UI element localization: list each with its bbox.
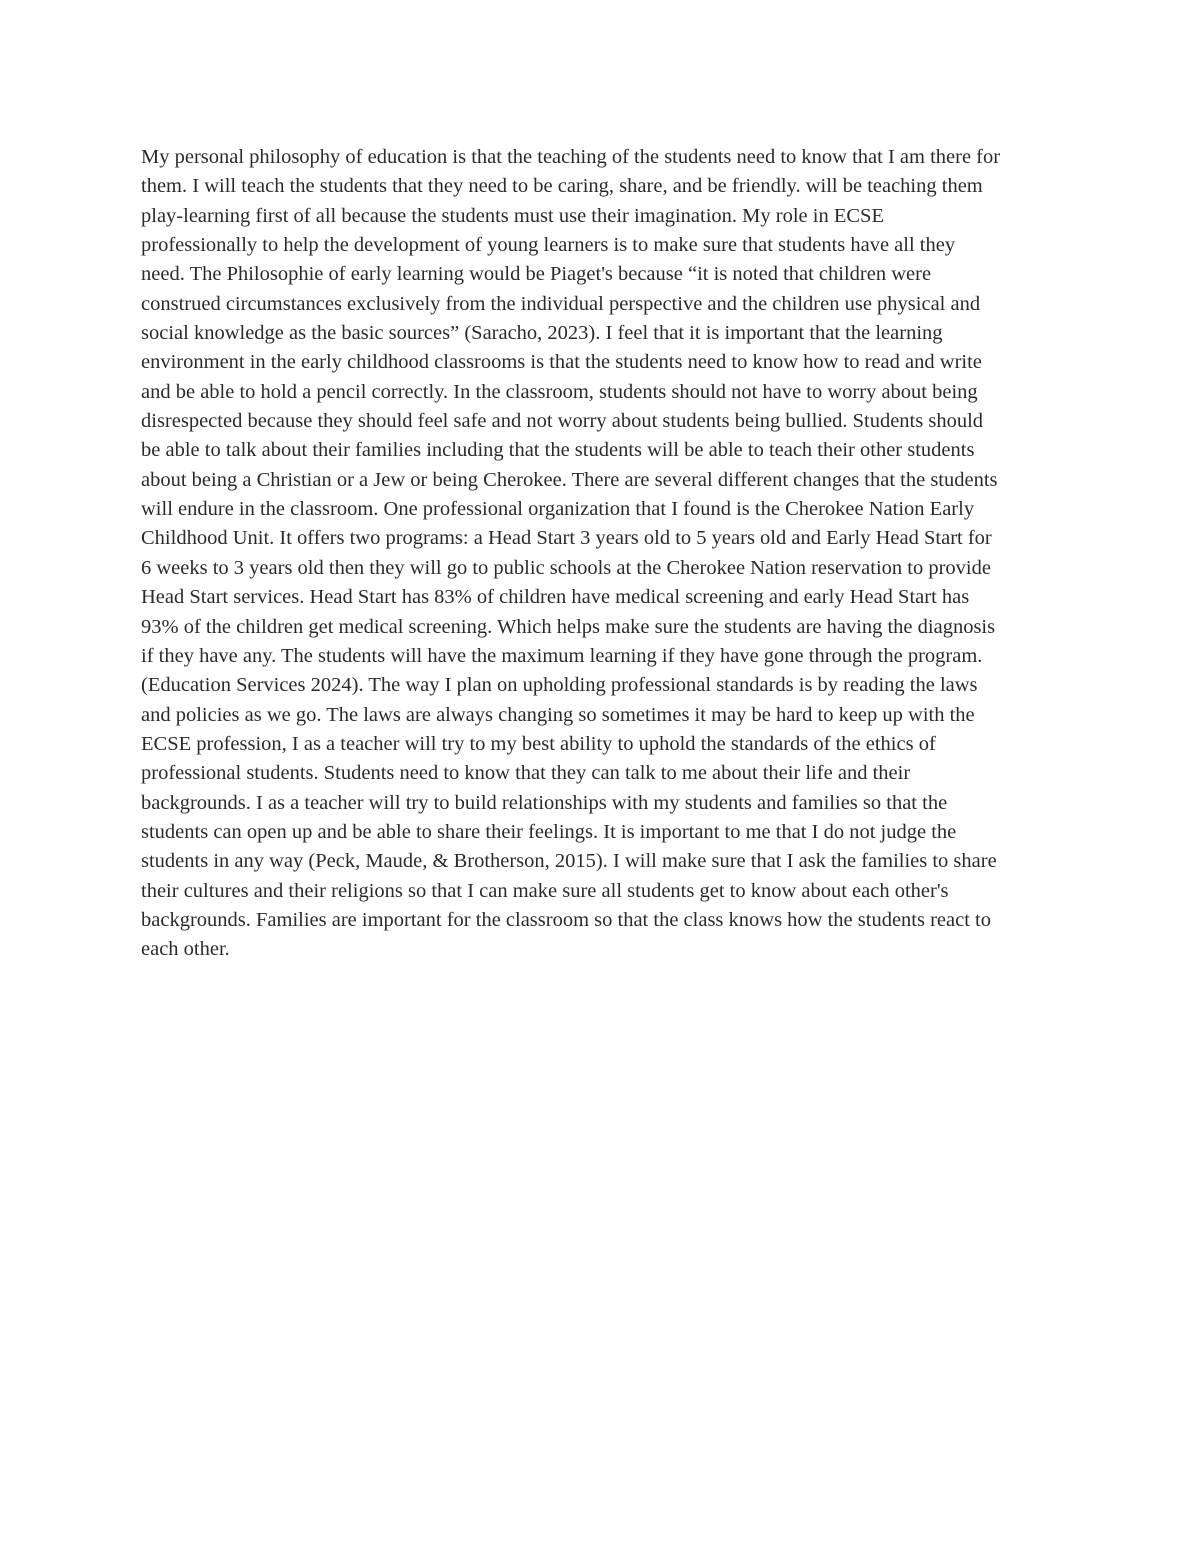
document-page: My personal philosophy of education is that the teaching of the students need to know that I am there for them. I will teach the students that they need to be caring, share, and be friendly. will be teaching them play-learning first of all because the students must use their imagination. My role in ECSE professionally to help the development of young learners is to make sure that students have all they need. The Philosophie of early learning would be Piaget's because “it is noted that children were construed circumstances exclusively from the individual perspective and the children use physical and social knowledge as the basic sources” (Saracho, 2023). I feel that it is important that the learning environment in the early childhood classrooms is that the students need to know how to read and write and be able to hold a pencil correctly. In the classroom, students should not have to worry about being disrespected because they should feel safe and not worry about students being bullied. Students should be able to talk about their families including that the students will be able to teach their other students about being a Christian or a Jew or being Cherokee. There are several different changes that the students will endure in the classroom. One professional organization that I found is the Cherokee Nation Early Childhood Unit. It offers two programs: a Head Start 3 years old to 5 years old and Early Head Start for 6 weeks to 3 years old then they will go to public schools at the Cherokee Nation reservation to provide Head Start services. Head Start has 83% of children have medical screening and early Head Start has 93% of the children get medical screening. Which helps make sure the students are having the diagnosis if they have any. The students will have the maximum learning if they have gone through the program. (Education Services 2024). The way I plan on upholding professional standards is by reading the laws and policies as we go. The laws are always changing so sometimes it may be hard to keep up with the ECSE profession, I as a teacher will try to my best ability to uphold the standards of the ethics of professional students. Students need to know that they can talk to me about their life and their backgrounds. I as a teacher will try to build relationships with my students and families so that the students can open up and be able to share their feelings. It is important to me that I do not judge the students in any way (Peck, Maude, & Brotherson, 2015). I will make sure that I ask the families to share their cultures and their religions so that I can make sure all students get to know about each other's backgrounds. Families are important for the classroom so that the class knows how the students react to each other. [0,0,1200,1553]
